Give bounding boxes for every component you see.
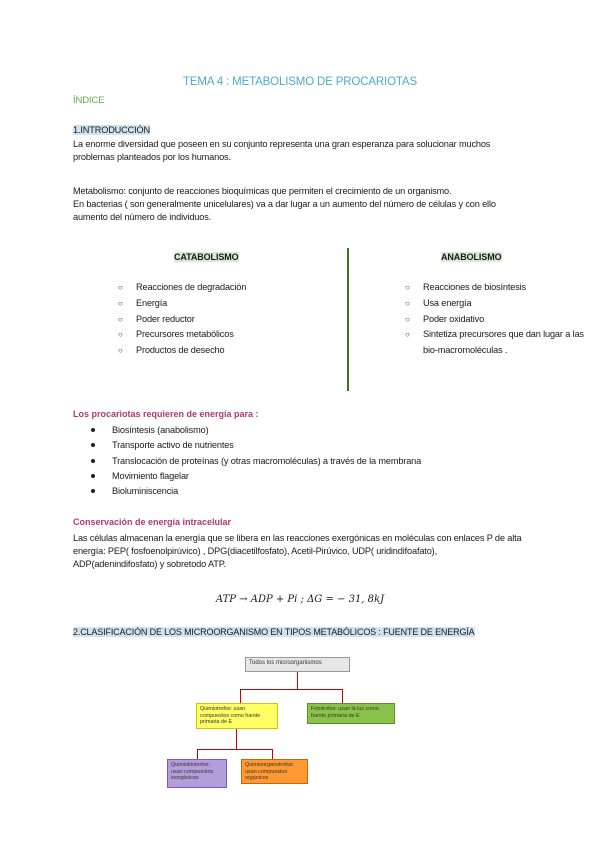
- conservation-line-3: ADP(adenindifosfato) y sobretodo ATP.: [73, 559, 226, 569]
- intro-p2-line-2: En bacterias ( son generalmente unicelulares) va a dar lugar a un aumento del número de células y con ello: [73, 199, 496, 209]
- circle-bullet-icon: ○: [118, 314, 123, 324]
- circle-bullet-icon: ○: [405, 314, 410, 324]
- list-item: Bioluminiscencia: [91, 484, 421, 499]
- circle-bullet-icon: ○: [405, 330, 410, 340]
- list-item: Translocación de proteínas (y otras macromoléculas) a través de la membrana: [91, 454, 421, 469]
- list-item-continuation: bio-macromoléculas .: [423, 345, 508, 356]
- section-2-heading-text: 2.CLASIFICACIÓN DE LOS MICROORGANISMO EN TIPOS METABÓLICOS : FUENTE DE ENERGÍA: [73, 627, 475, 637]
- bullet-icon: [91, 489, 95, 493]
- bullet-icon: [91, 443, 95, 447]
- circle-bullet-icon: ○: [118, 298, 123, 308]
- connector-line: [272, 749, 273, 759]
- catabolismo-list: [118, 280, 246, 359]
- circle-bullet-icon: ○: [118, 346, 123, 356]
- diagram-quimiolitotrofos-box: Quimiolitotrofos: usan compuestos inorgánicos: [167, 759, 227, 788]
- section-1-heading: [73, 124, 150, 137]
- energy-conservation-paragraph: [73, 532, 521, 571]
- list-item: ○ Usa energía: [405, 296, 584, 312]
- diagram-quimioorganotrofos-box: Quimioorganotrofos: usan compuestos orgánicos: [241, 759, 308, 784]
- intro-p1-line-1: La enorme diversidad que poseen en su conjunto representa una gran esperanza para solucionar muchos: [73, 139, 491, 149]
- catabolismo-heading-text: CATABOLISMO: [174, 252, 239, 262]
- circle-bullet-icon: ○: [118, 283, 123, 292]
- anabolismo-heading-text: ANABOLISMO: [441, 252, 502, 262]
- circle-bullet-icon: ○: [405, 298, 410, 308]
- connector-line: [197, 749, 273, 750]
- intro-p1-line-2: problemas planteados por los humanos.: [73, 152, 231, 162]
- circle-bullet-icon: ○: [405, 283, 410, 292]
- index-heading: ÍNDICE: [73, 95, 105, 106]
- conservation-line-2: energía: PEP( fosfoenolpirúvico) , DPG(diacetilfosfato), Acetil-Pirúvico, UDP( uridindifoafato),: [73, 546, 437, 556]
- bullet-icon: [91, 474, 95, 478]
- atp-equation: ATP → ADP + Pi ; ΔG = − 31, 8kJ: [215, 594, 385, 605]
- connector-line: [240, 689, 343, 690]
- connector-line: [297, 672, 298, 689]
- bullet-icon: [91, 459, 95, 463]
- intro-p2-line-3: aumento del número de individuos.: [73, 212, 212, 222]
- list-item: ○ Productos de desecho: [118, 343, 246, 359]
- anabolismo-list: [405, 280, 584, 359]
- section-1-heading-text: 1.INTRODUCCIÓN: [73, 125, 151, 135]
- list-item: ○ Poder oxidativo: [405, 312, 584, 328]
- list-item: Biosíntesis (anabolismo): [91, 423, 421, 438]
- diagram-root-box: Todos los microorganismos: [245, 657, 350, 672]
- section-2-heading: [73, 626, 475, 639]
- list-item: ○ Poder reductor: [118, 312, 246, 328]
- intro-paragraph-1: [73, 138, 490, 164]
- list-item: ○ Reacciones de biosíntesis: [405, 280, 584, 296]
- connector-line: [197, 749, 198, 759]
- list-item: Movimiento flagelar: [91, 469, 421, 484]
- connector-line: [236, 729, 237, 749]
- page-title: TEMA 4 : METABOLISMO DE PROCARIOTAS: [183, 76, 417, 88]
- energy-needs-list: [91, 423, 421, 499]
- catabolismo-heading: [174, 252, 239, 262]
- column-divider: [347, 248, 349, 391]
- bullet-icon: [91, 428, 95, 432]
- intro-p2-line-1: Metabolismo: conjunto de reacciones bioquímicas que permiten el crecimiento de un organismo.: [73, 186, 452, 196]
- diagram-quimiotrofos-box: Quimiotrofos: usan compuestos como fuente primaria de E: [196, 703, 278, 729]
- connector-line: [342, 689, 343, 703]
- list-item: ○ Energía: [118, 296, 246, 312]
- intro-paragraph-2: [73, 185, 496, 224]
- list-item: Transporte activo de nutrientes: [91, 438, 421, 453]
- conservation-line-1: Las células almacenan la energía que se libera en las reacciones exergónicas en moléculas con enlaces P de alta: [73, 533, 522, 543]
- anabolismo-heading: [441, 252, 502, 262]
- list-item: ○ Precursores metabólicos: [118, 327, 246, 343]
- list-item: ○ Reacciones de degradación: [118, 280, 246, 296]
- diagram-fototrofos-box: Fototrofos: usan la luz como fuente primaria de E: [307, 703, 395, 724]
- energy-needs-heading: Los procariotas requieren de energía para :: [73, 409, 259, 419]
- energy-conservation-heading: Conservación de energía intracelular: [73, 517, 232, 527]
- list-item: ○ Sintetiza precursores que dan lugar a las: [405, 327, 584, 343]
- circle-bullet-icon: ○: [118, 330, 123, 340]
- connector-line: [240, 689, 241, 703]
